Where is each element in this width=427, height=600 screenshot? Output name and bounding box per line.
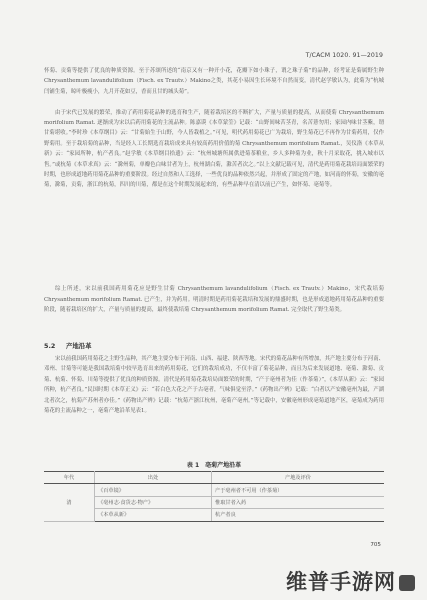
table-cell-source: 《本草从新》 <box>95 509 212 521</box>
table-block <box>44 460 384 544</box>
section-5-2-body <box>44 354 384 458</box>
table-header-source: 出处 <box>95 472 212 484</box>
table-cell-origin: 惟取甘者入药 <box>212 496 385 508</box>
table-cell-source: 《百草镜》 <box>95 484 212 496</box>
section-4-body <box>44 66 384 336</box>
watermark-logo <box>286 566 415 596</box>
table-row <box>44 496 384 508</box>
section-title: 产地沿革 <box>66 342 92 350</box>
table-header-origin: 产地及评价 <box>212 472 385 484</box>
section-heading-5-2 <box>44 341 384 350</box>
document-identifier: T/CACM 1020. 91—2019 <box>305 52 383 59</box>
origin-table <box>44 471 384 522</box>
paragraph-history-2: 由于宋代已发展的繁荣，推动了药用菊花品种的选育和生产，随着栽培区的不断扩大，产量与质量的提高，从而使菊 Chrysanthemum morifolium Ramat. 逐渐成为宋以后药用菊花的主流品种。陈嘉谟《本草蒙筌》记载：“山野间味苦茎青，名苦薏勿用；家园内味甘茎紫，谓甘菊堪收。”李时珍《本草纲目》云：“甘菊始生于山野，今人皆栽植之。”可见，明代药用菊花已广为栽培，野生菊花已不再作为甘菊药用，仅作野菊用。至于栽培菊的品种，当是经人工长期选育栽培成来具有较高药用价值的菊 Chrysanthemum morifolium Ramat.，吴仪洛《本草从新》云：“家园所种，杭产者良。”赵学敏《本草纲目拾遗》云：“杭州城塘所属供进菊茶粮业，乡人多种菊为业，秋十月采取花，挑入城市以售。”或杭菊《本草求真》云：“滁州菊，单瓣色白味甘者为上，杭州湖白菊，滁苦者次之。”以上文献记载可见，清代是药用菊花栽培局面繁荣的时期，也形成道地药用菊花品种的重要阶段。经过自然和人工选择，一些优良的品种依然兴起，并形成了固定的产地，如河南的怀菊，安徽的亳菊，滁菊，贡菊，浙江的杭菊，四川的川菊，都是在这个时期发展起来的，有些品种早在清以前已产生，如怀菊、亳菊等。 <box>44 109 384 189</box>
page-number: 705 <box>370 542 381 548</box>
section-number: 5.2 <box>44 342 56 350</box>
table-caption: 表 1 亳菊产地沿革 <box>186 462 242 469</box>
table-cell-era: 清 <box>44 484 95 521</box>
paragraph-history-3: 综上所述，宋以前我国药用菊花应是野生甘菊 Chrysanthemum lavandulifolium（Fisch. ex Trautv.）Makino，宋代栽培菊 Chrysanthemum morifolium Ramat. 已产生，并为药用。明清时期是药用菊花栽培和发展的鼎盛时期，也是形成道地药用菊花品种的重要阶段，随着栽培区的扩大，产量与质量的提高，最终使栽培菊 Chrysanthemum morifolium Ramat. 完全取代了野生菊类。 <box>44 286 384 314</box>
table-cell-origin: 杭产者良 <box>212 509 385 521</box>
table-cell-origin: 产于亳州者不可用（作茶菊） <box>212 484 385 496</box>
table-header-era: 年代 <box>44 472 95 484</box>
table-cell-source: 《亳州志·食货志·物产》 <box>95 496 212 508</box>
watermark-icon <box>399 575 415 591</box>
paragraph-history-1: 怀菊、贡菊等提供了优良的种质资源。至于苏颂所述的“南京又有一种开小花，花瓣下如小珠子，谓之珠子菊”的品种，经考证是菊属野生种 Chrysanthemum lavandulifolium（Fisch. ex Trautv.）Makino之类，其花小易因生长环境不自然而变，清代赵学敏认为，此菊为“杭城闫铺生菊，晾叶极瘦小，九月开花如豆，香而且甘的城头菊”。 <box>44 68 384 95</box>
table-row <box>44 509 384 521</box>
table-row <box>44 484 384 496</box>
watermark-text: 维普手游网 <box>286 570 396 594</box>
paragraph-origin-history: 宋以前我国药用菊花之主野生品种，其产地主要分布于河南、山西、福建、陕西等地。宋代的菊花品种有所增加，其产地主要分布于河南、邓州、甘菊等可能是我国栽培菊中较早选育出来的药用菊花，它们的栽培成功，不仅丰富了菊花品种，而且为后来发展道地、亳菊、滁菊、贡菊、杭菊、怀菊、川菊等提供了优良的种质资源。清代是药用菊花栽培局面繁荣的时期，“产于亳州者为佳（作茶菊）”，《本草从新》云：“家园所种，杭产者良。”民国时期《本草正义》云：“若白色大花之产于古亳者，气味俱觉至浮。”《药物出产辨》记载：“白者以产安徽亳州为最，产湖北者次之，杭菊产苏州者亦佳。”《药物出产辨》记载：“杭菊产浙江杭州，亳菊产亳州。”等记载中，安徽亳州形成亳菊道地产区，亳菊成为药用菊花的主流品种之一，亳菊产地沿革见表1。 <box>44 356 384 415</box>
